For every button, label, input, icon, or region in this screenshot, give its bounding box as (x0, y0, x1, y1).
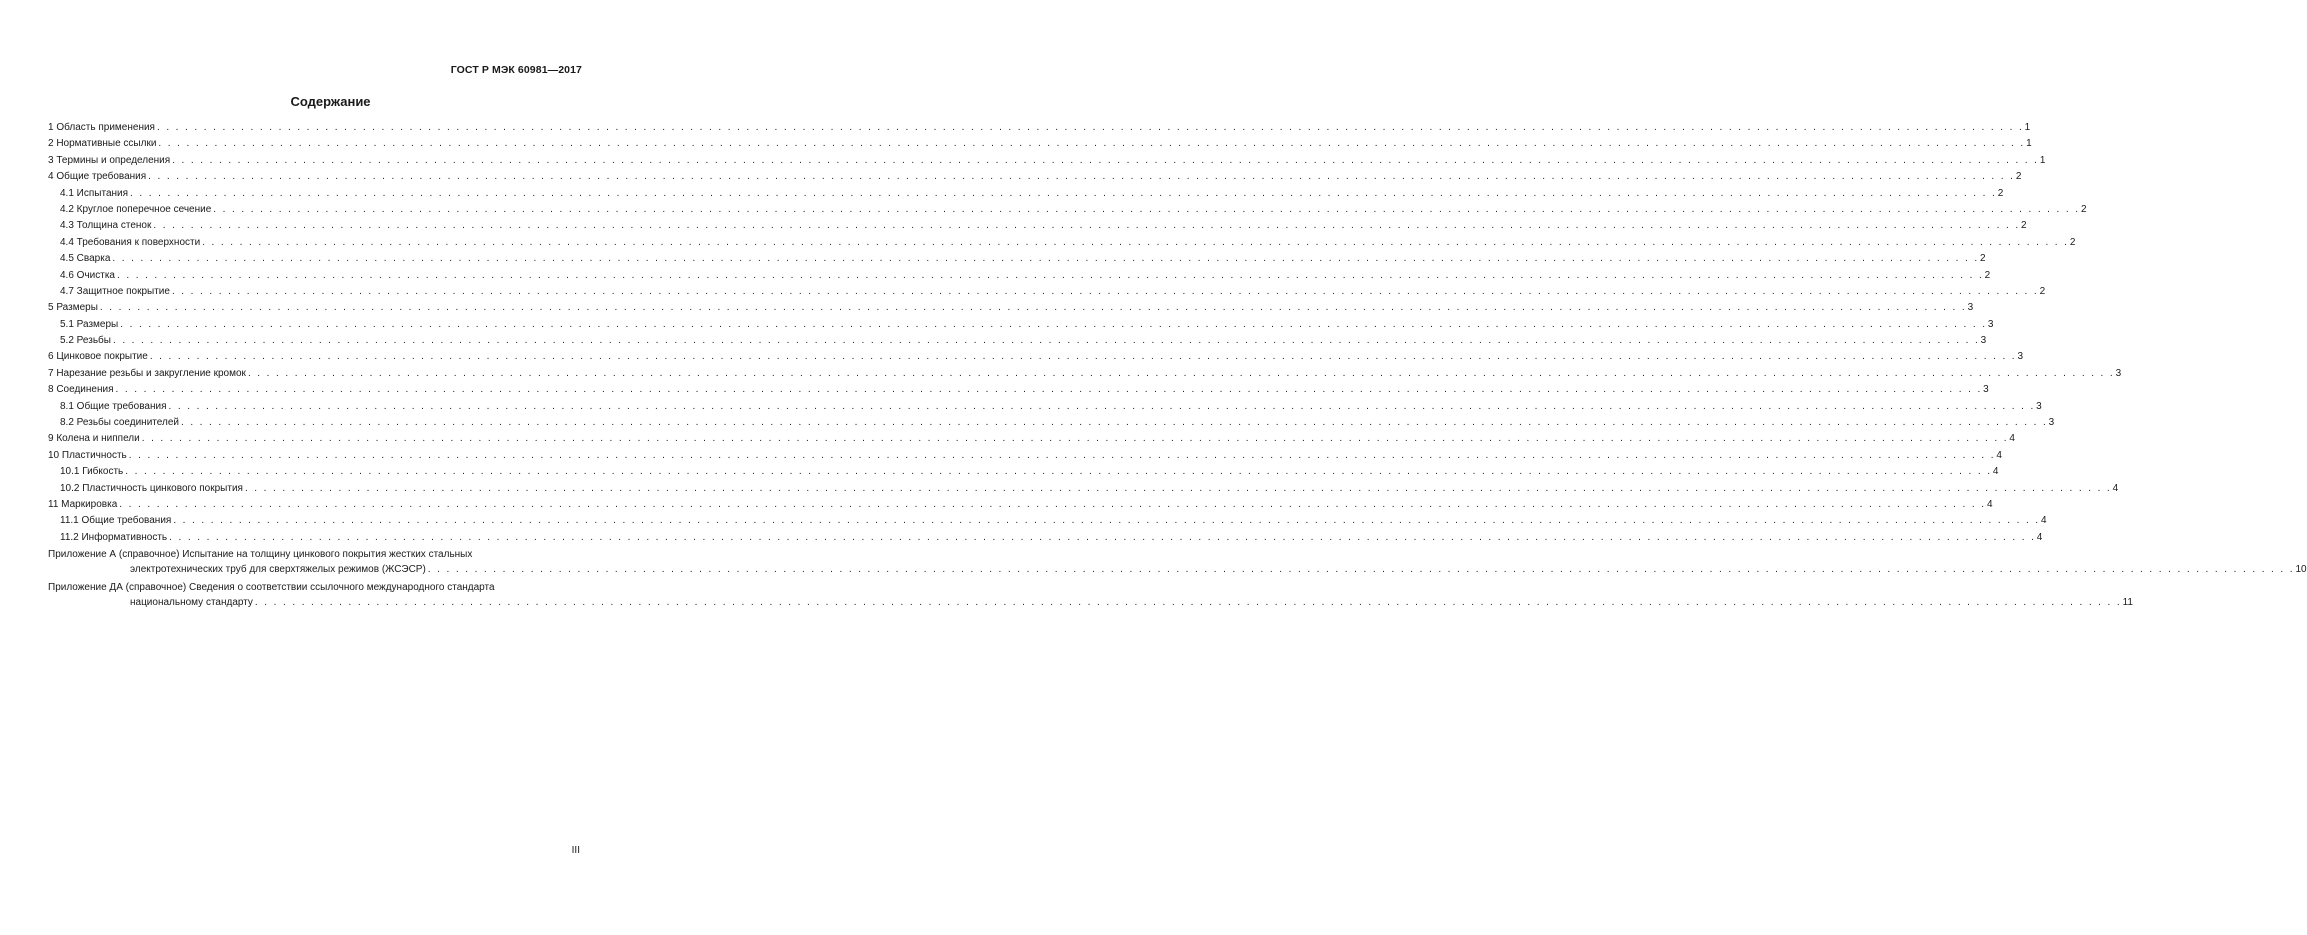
toc-entry-page: 4 (2009, 433, 2015, 445)
toc-entry-page: 3 (1980, 335, 1987, 347)
toc-dot-leader: . . . . . . . . . . . . . . . . . . . . . . . . . . . . . . . . . . . . . . . . . . . . . . . . . . . . . . . . . . . . . . . . . . . . . . . . . . . . . . . . . . . . . . . . . . . . . . . . . . . . . . . . . . . . . . . . . . . . . . . . . . . . . . . . . . . . . . . . . . . . . . . . . . . . . . . . . . . . . . . . . . . . . . . . . . . . . . . . . . . . . . . . . . . . . . . . . . . . . . . . (427, 564, 2295, 576)
toc-entry[interactable] (48, 366, 2122, 382)
toc-entry-label: 4.6 Очистка (60, 269, 115, 281)
toc-entry-label: 10.2 Пластичность цинкового покрытия (60, 482, 243, 494)
toc-dot-leader: . . . . . . . . . . . . . . . . . . . . . . . . . . . . . . . . . . . . . . . . . . . . . . . . . . . . . . . . . . . . . . . . . . . . . . . . . . . . . . . . . . . . . . . . . . . . . . . . . . . . . . . . . . . . . . . . . . . . . . . . . . . . . . . . . . . . . . . . . . . . . . . . . . . . . . . . . . . . . . . . . . . . . . . . . . . . . . . . . . . . . . . . . . . . . . . . . . . . . . . . (120, 318, 1987, 330)
toc-entry-label: 11 Маркировка (48, 498, 118, 510)
toc-entry[interactable] (48, 202, 2087, 218)
toc-entry[interactable] (48, 136, 2032, 152)
toc-dot-leader: . . . . . . . . . . . . . . . . . . . . . . . . . . . . . . . . . . . . . . . . . . . . . . . . . . . . . . . . . . . . . . . . . . . . . . . . . . . . . . . . . . . . . . . . . . . . . . . . . . . . . . . . . . . . . . . . . . . . . . . . . . . . . . . . . . . . . . . . . . . . . . . . . . . . . . . . . . . . . . . . . . . . . . . . . . . . . . . . . . . . . . . . . . . . . . . . . . . . . . . . (173, 515, 2040, 527)
toc-entry-page: 2 (2080, 203, 2087, 215)
toc-entry-label: 4.2 Круглое поперечное сечение (60, 203, 212, 215)
toc-entry-page: 2 (2015, 171, 2022, 183)
toc-dot-leader: . . . . . . . . . . . . . . . . . . . . . . . . . . . . . . . . . . . . . . . . . . . . . . . . . . . . . . . . . . . . . . . . . . . . . . . . . . . . . . . . . . . . . . . . . . . . . . . . . . . . . . . . . . . . . . . . . . . . . . . . . . . . . . . . . . . . . . . . . . . . . . . . . . . . . . . . . . . . . . . . . . . . . . . . . . . . . . . . . . . . . . . . . . . . . . . . . . . . . . . . (168, 400, 2036, 412)
toc-entry[interactable] (48, 349, 2024, 365)
toc-appendix-title: Приложение А (справочное) Испытание на толщину цинкового покрытия жестких стальных (48, 549, 473, 561)
toc-entry-label: 6 Цинковое покрытие (48, 351, 148, 363)
toc-appendix-page: 11 (2122, 596, 2133, 608)
toc-entry-page: 4 (1986, 498, 1993, 510)
toc-entry-label: 4.3 Толщина стенок (60, 220, 152, 232)
toc-entry-label: 5 Размеры (48, 302, 98, 314)
toc-dot-leader: . . . . . . . . . . . . . . . . . . . . . . . . . . . . . . . . . . . . . . . . . . . . . . . . . . . . . . . . . . . . . . . . . . . . . . . . . . . . . . . . . . . . . . . . . . . . . . . . . . . . . . . . . . . . . . . . . . . . . . . . . . . . . . . . . . . . . . . . . . . . . . . . . . . . . . . . . . . . . . . . . . . . . . . . . . . . . . . . . . . . . . . . . . . . . . . . . . . . . . . . (112, 253, 1980, 265)
toc-entry-label: 8.1 Общие требования (60, 400, 167, 412)
toc-entry-page: 2 (1980, 253, 1986, 265)
toc-entry[interactable] (48, 235, 2076, 251)
toc-appendix-subtitle: национальному стандарту (130, 596, 253, 608)
toc-dot-leader: . . . . . . . . . . . . . . . . . . . . . . . . . . . . . . . . . . . . . . . . . . . . . . . . . . . . . . . . . . . . . . . . . . . . . . . . . . . . . . . . . . . . . . . . . . . . . . . . . . . . . . . . . . . . . . . . . . . . . . . . . . . . . . . . . . . . . . . . . . . . . . . . . . . . . . . . . . . . . . . . . . . . . . . . . . . . . . . . . . . . . . . . . . . . . . . . . . . . . . . . (153, 220, 2021, 232)
toc-entry-page: 3 (1987, 318, 1994, 330)
toc-appendix-continuation (48, 595, 2133, 611)
toc-dot-leader: . . . . . . . . . . . . . . . . . . . . . . . . . . . . . . . . . . . . . . . . . . . . . . . . . . . . . . . . . . . . . . . . . . . . . . . . . . . . . . . . . . . . . . . . . . . . . . . . . . . . . . . . . . . . . . . . . . . . . . . . . . . . . . . . . . . . . . . . . . . . . . . . . . . . . . . . . . . . . . . . . . . . . . . . . . . . . . . . . . . . . . . . . . . . . . . . . . . . . . . . (158, 138, 2026, 150)
toc-dot-leader: . . . . . . . . . . . . . . . . . . . . . . . . . . . . . . . . . . . . . . . . . . . . . . . . . . . . . . . . . . . . . . . . . . . . . . . . . . . . . . . . . . . . . . . . . . . . . . . . . . . . . . . . . . . . . . . . . . . . . . . . . . . . . . . . . . . . . . . . . . . . . . . . . . . . . . . . . . . . . . . . . . . . . . . . . . . . . . . . . . . . . . . . . . . . . . . . . . . . . . . . (244, 482, 2112, 494)
toc-appendix-entry[interactable] (48, 581, 2133, 611)
toc-entry-page: 3 (1983, 384, 1989, 396)
toc-dot-leader: . . . . . . . . . . . . . . . . . . . . . . . . . . . . . . . . . . . . . . . . . . . . . . . . . . . . . . . . . . . . . . . . . . . . . . . . . . . . . . . . . . . . . . . . . . . . . . . . . . . . . . . . . . . . . . . . . . . . . . . . . . . . . . . . . . . . . . . . . . . . . . . . . . . . . . . . . . . . . . . . . . . . . . . . . . . . . . . . . . . . . . . . . . . . . . . . . . . . . . . . (119, 498, 1986, 510)
toc-entry-label: 4.5 Сварка (60, 253, 111, 265)
toc-dot-leader: . . . . . . . . . . . . . . . . . . . . . . . . . . . . . . . . . . . . . . . . . . . . . . . . . . . . . . . . . . . . . . . . . . . . . . . . . . . . . . . . . . . . . . . . . . . . . . . . . . . . . . . . . . . . . . . . . . . . . . . . . . . . . . . . . . . . . . . . . . . . . . . . . . . . . . . . . . . . . . . . . . . . . . . . . . . . . . . . . . . . . . . . . . . . . . . . . . . . . . . . (156, 122, 2024, 133)
toc-entry[interactable] (48, 513, 2047, 529)
toc-entry[interactable] (48, 497, 1993, 513)
toc-dot-leader: . . . . . . . . . . . . . . . . . . . . . . . . . . . . . . . . . . . . . . . . . . . . . . . . . . . . . . . . . . . . . . . . . . . . . . . . . . . . . . . . . . . . . . . . . . . . . . . . . . . . . . . . . . . . . . . . . . . . . . . . . . . . . . . . . . . . . . . . . . . . . . . . . . . . . . . . . . . . . . . . . . . . . . . . . . . . . . . . . . . . . . . . . . . . . . . . . . . . . . . . (99, 302, 1967, 314)
toc-entry[interactable] (48, 317, 1994, 333)
toc-dot-leader: . . . . . . . . . . . . . . . . . . . . . . . . . . . . . . . . . . . . . . . . . . . . . . . . . . . . . . . . . . . . . . . . . . . . . . . . . . . . . . . . . . . . . . . . . . . . . . . . . . . . . . . . . . . . . . . . . . . . . . . . . . . . . . . . . . . . . . . . . . . . . . . . . . . . . . . . . . . . . . . . . . . . . . . . . . . . . . . . . . . . . . . . . . . . . . . . . . . . . . . . (213, 203, 2080, 215)
toc-dot-leader: . . . . . . . . . . . . . . . . . . . . . . . . . . . . . . . . . . . . . . . . . . . . . . . . . . . . . . . . . . . . . . . . . . . . . . . . . . . . . . . . . . . . . . . . . . . . . . . . . . . . . . . . . . . . . . . . . . . . . . . . . . . . . . . . . . . . . . . . . . . . . . . . . . . . . . . . . . . . . . . . . . . . . . . . . . . . . . . . . . . . . . . . . . . . . . . . . . . . . . . . (125, 466, 1992, 478)
toc-appendix-subtitle: электротехнических труб для сверхтяжелых режимов (ЖСЭСР) (130, 564, 426, 576)
toc-entry-page: 4 (2112, 482, 2119, 494)
toc-entry[interactable] (48, 530, 2043, 546)
toc-dot-leader: . . . . . . . . . . . . . . . . . . . . . . . . . . . . . . . . . . . . . . . . . . . . . . . . . . . . . . . . . . . . . . . . . . . . . . . . . . . . . . . . . . . . . . . . . . . . . . . . . . . . . . . . . . . . . . . . . . . . . . . . . . . . . . . . . . . . . . . . . . . . . . . . . . . . . . . . . . . . . . . . . . . . . . . . . . . . . . . . . . . . . . . . . . . . . . . . . . . . . . . . (130, 187, 1997, 199)
toc-appendix-page: 10 (2295, 564, 2307, 576)
toc-entry-label: 4.7 Защитное покрытие (60, 285, 170, 297)
toc-dot-leader: . . . . . . . . . . . . . . . . . . . . . . . . . . . . . . . . . . . . . . . . . . . . . . . . . . . . . . . . . . . . . . . . . . . . . . . . . . . . . . . . . . . . . . . . . . . . . . . . . . . . . . . . . . . . . . . . . . . . . . . . . . . . . . . . . . . . . . . . . . . . . . . . . . . . . . . . . . . . . . . . . . . . . . . . . . . . . . . . . . . . . . . . . . . . . . . . . . . . . . . . (149, 351, 2017, 363)
toc-dot-leader: . . . . . . . . . . . . . . . . . . . . . . . . . . . . . . . . . . . . . . . . . . . . . . . . . . . . . . . . . . . . . . . . . . . . . . . . . . . . . . . . . . . . . . . . . . . . . . . . . . . . . . . . . . . . . . . . . . . . . . . . . . . . . . . . . . . . . . . . . . . . . . . . . . . . . . . . . . . . . . . . . . . . . . . . . . . . . . . . . . . . . . . . . . . . . . . . . . . . . . . . (128, 449, 1996, 461)
toc-entry-page: 1 (2039, 154, 2046, 166)
toc-entry[interactable] (48, 399, 2042, 415)
toc-entry-label: 11.1 Общие требования (60, 515, 172, 527)
toc-entry[interactable] (48, 251, 1986, 267)
toc-entry[interactable] (48, 153, 2046, 169)
page-number: III (571, 845, 580, 856)
toc-appendix-entry[interactable] (48, 548, 2307, 578)
toc-entry[interactable] (48, 415, 2055, 431)
toc-entry-page: 3 (2017, 351, 2024, 363)
toc-entry-page: 1 (2026, 138, 2032, 150)
toc-entry[interactable] (48, 186, 2004, 202)
toc-entry-page: 4 (2036, 531, 2043, 543)
toc-entry[interactable] (48, 300, 1974, 316)
toc-appendix-continuation (48, 562, 2307, 578)
toc-entry-label: 11.2 Информативность (60, 531, 168, 543)
toc-entry-page: 3 (2048, 417, 2055, 429)
toc-entry-label: 9 Колена и ниппели (48, 433, 140, 445)
toc-entry-label: 4 Общие требования (48, 171, 147, 183)
toc-entry[interactable] (48, 284, 2046, 300)
toc-entry[interactable] (48, 333, 1987, 349)
document-code: ГОСТ Р МЭК 60981—2017 (450, 64, 582, 76)
toc-entry[interactable] (48, 268, 1991, 284)
toc-dot-leader: . . . . . . . . . . . . . . . . . . . . . . . . . . . . . . . . . . . . . . . . . . . . . . . . . . . . . . . . . . . . . . . . . . . . . . . . . . . . . . . . . . . . . . . . . . . . . . . . . . . . . . . . . . . . . . . . . . . . . . . . . . . . . . . . . . . . . . . . . . . . . . . . . . . . . . . . . . . . . . . . . . . . . . . . . . . . . . . . . . . . . . . . . . . . . . . . . . . . . . . . (171, 285, 2039, 297)
toc-appendix-title: Приложение ДА (справочное) Сведения о соответствии ссылочного международного стандарта (48, 581, 495, 593)
toc-entry-page: 2 (2069, 236, 2076, 248)
toc-entry-page: 2 (1984, 269, 1991, 281)
toc-dot-leader: . . . . . . . . . . . . . . . . . . . . . . . . . . . . . . . . . . . . . . . . . . . . . . . . . . . . . . . . . . . . . . . . . . . . . . . . . . . . . . . . . . . . . . . . . . . . . . . . . . . . . . . . . . . . . . . . . . . . . . . . . . . . . . . . . . . . . . . . . . . . . . . . . . . . . . . . . . . . . . . . . . . . . . . . . . . . . . . . . . . . . . . . . . . . . . . . . . . . . . . . (141, 433, 2009, 445)
toc-entry[interactable] (48, 218, 2027, 234)
table-of-contents (48, 120, 2307, 611)
toc-entry-page: 3 (1967, 302, 1974, 314)
toc-dot-leader: . . . . . . . . . . . . . . . . . . . . . . . . . . . . . . . . . . . . . . . . . . . . . . . . . . . . . . . . . . . . . . . . . . . . . . . . . . . . . . . . . . . . . . . . . . . . . . . . . . . . . . . . . . . . . . . . . . . . . . . . . . . . . . . . . . . . . . . . . . . . . . . . . . . . . . . . . . . . . . . . . . . . . . . . . . . . . . . . . . . . . . . . . . . . . . . . . . . . . . . . (180, 417, 2048, 429)
toc-entry-page: 2 (2021, 220, 2027, 232)
toc-entry-label: 4.1 Испытания (60, 187, 129, 199)
toc-entry-page: 3 (2036, 400, 2042, 412)
toc-entry-label: 8.2 Резьбы соединителей (60, 417, 179, 429)
toc-dot-leader: . . . . . . . . . . . . . . . . . . . . . . . . . . . . . . . . . . . . . . . . . . . . . . . . . . . . . . . . . . . . . . . . . . . . . . . . . . . . . . . . . . . . . . . . . . . . . . . . . . . . . . . . . . . . . . . . . . . . . . . . . . . . . . . . . . . . . . . . . . . . . . . . . . . . . . . . . . . . . . . . . . . . . . . . . . . . . . . . . . . . . . . . . . . . . . . . . . . . . . . . (247, 367, 2115, 379)
toc-entry-page: 4 (2040, 515, 2047, 527)
page-title: Содержание (290, 94, 371, 109)
toc-dot-leader: . . . . . . . . . . . . . . . . . . . . . . . . . . . . . . . . . . . . . . . . . . . . . . . . . . . . . . . . . . . . . . . . . . . . . . . . . . . . . . . . . . . . . . . . . . . . . . . . . . . . . . . . . . . . . . . . . . . . . . . . . . . . . . . . . . . . . . . . . . . . . . . . . . . . . . . . . . . . . . . . . . . . . . . . . . . . . . . . . . . . . . . . . . . . . . . . . . . . . . . . (202, 236, 2069, 248)
toc-dot-leader: . . . . . . . . . . . . . . . . . . . . . . . . . . . . . . . . . . . . . . . . . . . . . . . . . . . . . . . . . . . . . . . . . . . . . . . . . . . . . . . . . . . . . . . . . . . . . . . . . . . . . . . . . . . . . . . . . . . . . . . . . . . . . . . . . . . . . . . . . . . . . . . . . . . . . . . . . . . . . . . . . . . . . . . . . . . . . . . . . . . . . . . . . . . . . . . . . . . . . . . . (117, 269, 1984, 281)
toc-entry-label: 1 Область применения (48, 122, 155, 133)
toc-entry-label: 10.1 Гибкость (60, 466, 124, 478)
toc-entry-label: 8 Соединения (48, 384, 114, 396)
toc-entry-label: 2 Нормативные ссылки (48, 138, 157, 150)
toc-entry-label: 3 Термины и определения (48, 154, 171, 166)
toc-dot-leader: . . . . . . . . . . . . . . . . . . . . . . . . . . . . . . . . . . . . . . . . . . . . . . . . . . . . . . . . . . . . . . . . . . . . . . . . . . . . . . . . . . . . . . . . . . . . . . . . . . . . . . . . . . . . . . . . . . . . . . . . . . . . . . . . . . . . . . . . . . . . . . . . . . . . . . . . . . . . . . . . . . . . . . . . . . . . . . . . . . . . . . . . . . . . . . . . . . . . . . . . (172, 154, 2039, 166)
toc-dot-leader: . . . . . . . . . . . . . . . . . . . . . . . . . . . . . . . . . . . . . . . . . . . . . . . . . . . . . . . . . . . . . . . . . . . . . . . . . . . . . . . . . . . . . . . . . . . . . . . . . . . . . . . . . . . . . . . . . . . . . . . . . . . . . . . . . . . . . . . . . . . . . . . . . . . . . . . . . . . . . . . . . . . . . . . . . . . . . . . . . . . . . . . . . . . . . . . . . . . . . . . . (112, 335, 1980, 347)
toc-entry[interactable] (48, 169, 2022, 185)
toc-entry-label: 10 Пластичность (48, 449, 127, 461)
toc-entry-label: 5.2 Резьбы (60, 335, 111, 347)
toc-dot-leader: . . . . . . . . . . . . . . . . . . . . . . . . . . . . . . . . . . . . . . . . . . . . . . . . . . . . . . . . . . . . . . . . . . . . . . . . . . . . . . . . . . . . . . . . . . . . . . . . . . . . . . . . . . . . . . . . . . . . . . . . . . . . . . . . . . . . . . . . . . . . . . . . . . . . . . . . . . . . . . . . . . . . . . . . . . . . . . . . . . . . . . . . . . . . . . . . . . . . . . . . (169, 531, 2036, 543)
toc-dot-leader: . . . . . . . . . . . . . . . . . . . . . . . . . . . . . . . . . . . . . . . . . . . . . . . . . . . . . . . . . . . . . . . . . . . . . . . . . . . . . . . . . . . . . . . . . . . . . . . . . . . . . . . . . . . . . . . . . . . . . . . . . . . . . . . . . . . . . . . . . . . . . . . . . . . . . . . . . . . . . . . . . . . . . . . . . . . . . . . . . . . . . . . . . . . . . . . . . . . . . . . . (254, 596, 2122, 608)
toc-entry-page: 2 (1997, 187, 2004, 199)
toc-entry[interactable] (48, 448, 2002, 464)
toc-entry-page: 2 (2039, 285, 2046, 297)
toc-dot-leader: . . . . . . . . . . . . . . . . . . . . . . . . . . . . . . . . . . . . . . . . . . . . . . . . . . . . . . . . . . . . . . . . . . . . . . . . . . . . . . . . . . . . . . . . . . . . . . . . . . . . . . . . . . . . . . . . . . . . . . . . . . . . . . . . . . . . . . . . . . . . . . . . . . . . . . . . . . . . . . . . . . . . . . . . . . . . . . . . . . . . . . . . . . . . . . . . . . . . . . . . (148, 171, 2015, 183)
toc-entry-page: 4 (1992, 466, 1999, 478)
toc-entry[interactable] (48, 120, 2031, 136)
toc-entry-page: 1 (2024, 122, 2031, 133)
toc-entry-label: 7 Нарезание резьбы и закругление кромок (48, 367, 246, 379)
toc-entry[interactable] (48, 464, 1999, 480)
toc-entry[interactable] (48, 481, 2119, 497)
toc-entry-label: 5.1 Размеры (60, 318, 119, 330)
toc-dot-leader: . . . . . . . . . . . . . . . . . . . . . . . . . . . . . . . . . . . . . . . . . . . . . . . . . . . . . . . . . . . . . . . . . . . . . . . . . . . . . . . . . . . . . . . . . . . . . . . . . . . . . . . . . . . . . . . . . . . . . . . . . . . . . . . . . . . . . . . . . . . . . . . . . . . . . . . . . . . . . . . . . . . . . . . . . . . . . . . . . . . . . . . . . . . . . . . . . . . . . . . . (115, 384, 1983, 396)
toc-entry-page: 3 (2115, 367, 2122, 379)
toc-entry-page: 4 (1996, 449, 2002, 461)
toc-entry-label: 4.4 Требования к поверхности (60, 236, 201, 248)
toc-entry[interactable] (48, 431, 2015, 447)
toc-entry[interactable] (48, 382, 1989, 398)
